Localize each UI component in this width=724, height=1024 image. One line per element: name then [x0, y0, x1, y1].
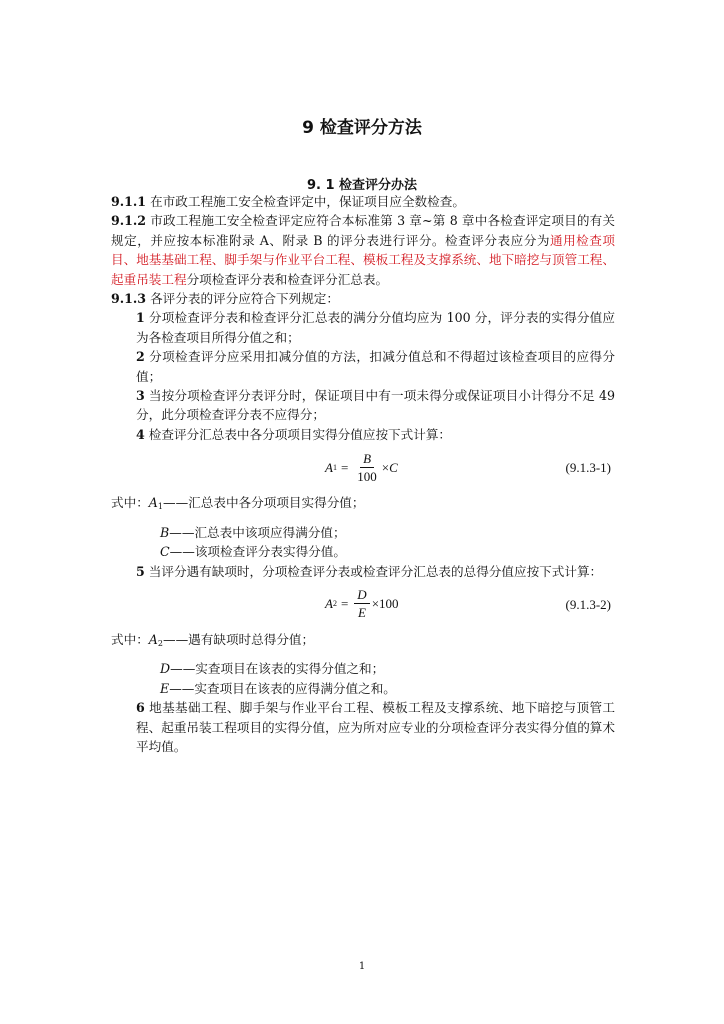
clause-9-1-1 [111, 192, 615, 211]
list-item [111, 698, 615, 756]
where-clause [111, 630, 615, 653]
fraction-denominator: 100 [357, 468, 377, 484]
def-symbol: B [160, 524, 170, 540]
item-text: 地基基础工程、脚手架与作业平台工程、模板工程及支撑系统、地下暗挖与顶管工程、起重吊装工程项目的实得分值，应为所对应专业的分项检查评分表实得分值的算术平均值。 [136, 700, 615, 754]
fraction-numerator: B [360, 450, 374, 468]
item-number: 1 [136, 310, 145, 326]
def-text: ——该项检查评分表实得分值。 [169, 544, 346, 560]
formula-times: × [371, 596, 380, 612]
formula-9-1-3-1 [111, 446, 615, 488]
formula-rhs: C [389, 459, 398, 475]
where-label: 式中： [111, 631, 149, 647]
fraction-numerator: D [354, 586, 369, 604]
formula-expression [325, 446, 398, 488]
list-item [111, 386, 615, 425]
equation-number: (9.1.3-1) [565, 460, 611, 476]
definition-line [111, 659, 615, 678]
def-symbol-subscript: 2 [157, 638, 163, 648]
item-number: 6 [136, 700, 145, 716]
def-symbol: E [160, 680, 170, 696]
formula-fraction [354, 586, 369, 621]
document-body [111, 192, 615, 756]
clause-9-1-2 [111, 211, 615, 289]
formula-lhs: A [325, 459, 333, 475]
formula-expression [325, 583, 399, 625]
fraction-denominator: E [358, 605, 366, 621]
definition-line [111, 679, 615, 698]
definition-line [111, 523, 615, 542]
highlighted-text: 通用检查项目、地基基础工程、脚手架与作业平台工程、模板工程及支撑系统、地下暗挖与顶管工程、起重吊装工程 [111, 232, 616, 287]
formula-lhs: A [325, 596, 333, 612]
item-text: 分项检查评分表和检查评分汇总表的满分分值均应为 100 分，评分表的实得分值应为各检查项目所得分值之和； [136, 310, 615, 345]
item-number: 4 [136, 426, 145, 442]
list-item [111, 347, 615, 386]
formula-lhs-subscript: 1 [332, 462, 337, 472]
list-item [111, 308, 615, 347]
chapter-title: 9 检查评分方法 [302, 118, 422, 138]
def-text: ——汇总表中该项应得满分值； [169, 524, 346, 540]
formula-fraction [354, 450, 380, 485]
formula-rhs: 100 [379, 596, 399, 612]
page-number: 1 [358, 961, 366, 972]
clause-9-1-3 [111, 289, 615, 308]
item-number: 5 [136, 563, 145, 579]
formula-9-1-3-2 [111, 583, 615, 625]
clause-number: 9.1.1 [111, 194, 147, 209]
list-item [111, 562, 615, 581]
def-symbol: D [160, 661, 171, 677]
def-text: ——实查项目在该表的应得满分值之和。 [169, 680, 396, 696]
item-text: 检查评分汇总表中各分项项目实得分值应按下式计算： [144, 426, 452, 442]
item-text: 当评分遇有缺项时，分项检查评分表或检查评分汇总表的总得分值应按下式计算： [144, 563, 603, 579]
section-title: 9. 1 检查评分办法 [306, 178, 418, 193]
item-number: 2 [136, 349, 145, 365]
clause-number: 9.1.3 [111, 291, 147, 307]
item-number: 3 [136, 388, 145, 404]
where-clause [111, 493, 615, 516]
list-item [111, 425, 615, 444]
def-symbol: C [160, 544, 170, 560]
clause-text: 在市政工程施工安全检查评定中，保证项目应全数检查。 [146, 194, 465, 209]
item-text: 分项检查评分应采用扣减分值的方法，扣减分值总和不得超过该检查项目的应得分值； [136, 349, 615, 384]
where-label: 式中： [111, 495, 149, 511]
formula-equals: = [340, 596, 349, 612]
def-symbol-subscript: 1 [157, 502, 163, 512]
clause-text: 市政工程施工安全检查评定应符合本标准第 3 章~第 8 章中各检查评定项目的有关规定，并应按本标准附录 A、附录 B 的评分表进行评分。检查评分表应分为 [111, 213, 615, 248]
item-text: 当按分项检查评分表评分时，保证项目中有一项未得分或保证项目小计得分不足 49 分，此分项检查评分表不应得分； [136, 388, 615, 423]
formula-lhs-subscript: 2 [332, 599, 337, 609]
def-symbol: A [148, 631, 158, 647]
formula-equals: = [340, 459, 349, 475]
def-text: ——汇总表中各分项项目实得分值； [162, 495, 365, 511]
def-symbol: A [148, 495, 158, 511]
clause-number: 9.1.2 [111, 213, 147, 229]
definition-line [111, 542, 615, 561]
clause-text: 各评分表的评分应符合下列规定： [146, 291, 339, 307]
clause-text: 分项检查评分表和检查评分汇总表。 [186, 271, 389, 287]
def-text: ——实查项目在该表的实得分值之和； [170, 661, 385, 677]
formula-times: × [381, 459, 390, 475]
equation-number: (9.1.3-2) [565, 596, 611, 612]
def-text: ——遇有缺项时总得分值； [162, 631, 315, 647]
